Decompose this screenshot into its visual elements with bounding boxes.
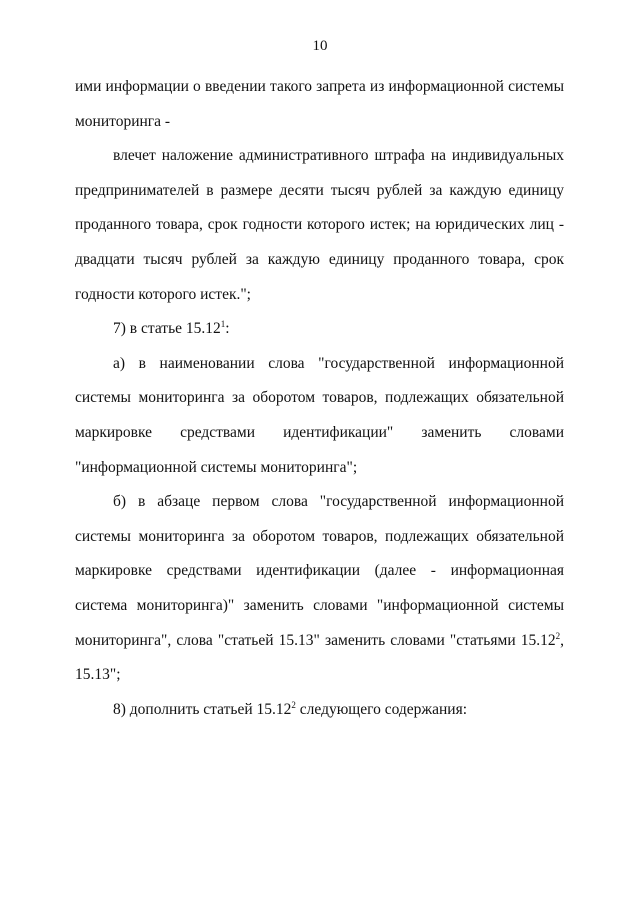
paragraph-penalty	[75, 139, 564, 312]
paragraph-text: :	[225, 320, 230, 338]
paragraph-item-8	[75, 693, 564, 728]
paragraph-text: 7) в статье 15.12	[113, 320, 221, 338]
paragraph-item-7	[75, 312, 564, 347]
paragraph-text: 8) дополнить статьей 15.12	[113, 700, 292, 718]
paragraph-item-a	[75, 347, 564, 485]
paragraph-text: а) в наименовании слова "государственной информационной системы мониторинга за оборотом товаров, подлежащих обязательной маркировке средствами идентификации" заменить словами "информационной системы мониторинга";	[75, 354, 564, 476]
paragraph-text: следующего содержания:	[295, 700, 468, 718]
paragraph-item-b	[75, 485, 564, 693]
paragraph-text: влечет наложение административного штрафа на индивидуальных предпринимателей в размере десяти тысяч рублей за каждую единицу проданного товара, срок годности которого истек; на юридических лиц - двадцати тысяч рублей за каждую единицу проданного товара, срок годности которого истек.";	[75, 147, 564, 303]
page-number: 10	[312, 38, 328, 54]
paragraph-text: б) в абзаце первом слова "государственной информационной системы мониторинга за оборотом товаров, подлежащих обязательной маркировке средствами идентификации (далее - информационная система мониторинга)" заменить словами "информационной системы мониторинга", слова "статьей 15.13" заменить словами "статьями 15.12	[75, 493, 564, 649]
paragraph-text: ими информации о введении такого запрета из информационной системы мониторинга -	[75, 78, 564, 130]
paragraph-continuation	[75, 70, 564, 139]
document-body	[75, 70, 564, 727]
superscript: 2	[555, 630, 561, 641]
superscript: 1	[220, 319, 226, 330]
superscript: 2	[291, 699, 296, 710]
paragraph-text: , 15.13";	[75, 631, 564, 684]
